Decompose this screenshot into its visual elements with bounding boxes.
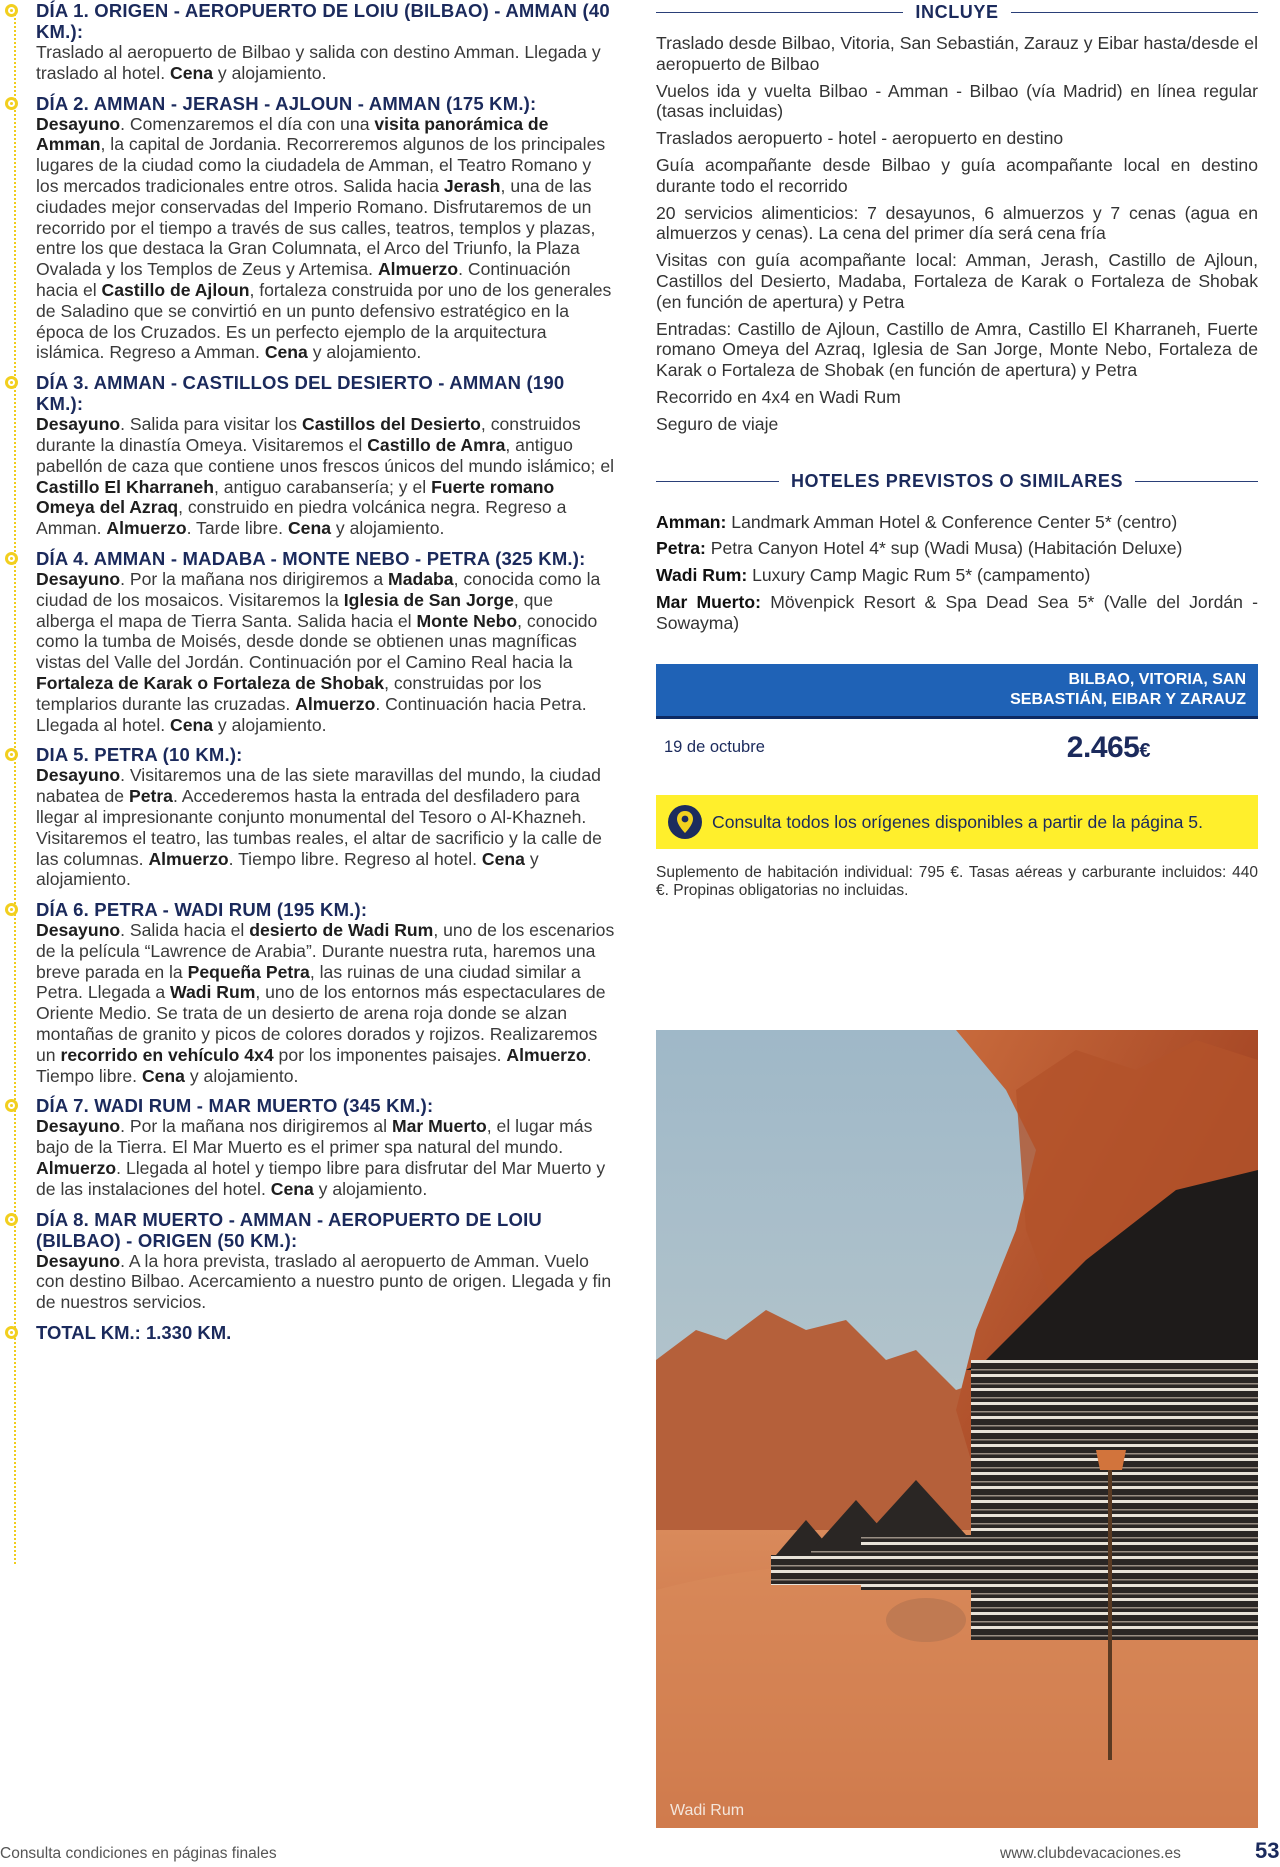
body-text: por los imponentes paisajes. — [273, 1044, 507, 1065]
header-rule — [1011, 12, 1258, 13]
sidebar — [656, 0, 1258, 901]
day-description — [36, 765, 615, 890]
price-box — [656, 664, 1258, 773]
body-text: , conocido como la tumba de Moisés, desde donde se obtienen unas magníficas vistas del Valle del Jordán. Continuación por el Camino Real hacia la — [36, 610, 598, 673]
highlight-text: Cena — [170, 62, 214, 83]
body-text: , el lugar más bajo de la Tierra. El Mar Muerto es el primer spa natural del mundo. — [36, 1116, 593, 1158]
body-text: , fortaleza construida por uno de los generales de Saladino que se convirtió en un punto defensivo estratégico en la época de los Cruzados. Es un perfecto ejemplo de la arquitectura islámica. Regreso a Amman. — [36, 279, 612, 363]
body-text: . Tarde libre. — [186, 518, 288, 539]
day-list — [0, 0, 615, 1343]
hoteles-list — [656, 512, 1258, 634]
page-number: 53 — [1255, 1838, 1280, 1863]
incluye-item: Recorrido en 4x4 en Wadi Rum — [656, 386, 901, 407]
highlight-text: Fuerte romano Omeya del Azraq — [36, 476, 555, 518]
itinerary-day — [0, 744, 615, 890]
day-description — [36, 1116, 615, 1199]
highlight-text: Almuerzo — [106, 518, 187, 539]
price-header — [656, 664, 1258, 719]
body-text: y alojamiento. — [36, 848, 539, 890]
highlight-text: Desayuno — [36, 1250, 121, 1271]
day-marker-icon — [5, 1099, 18, 1112]
highlight-text: Wadi Rum — [170, 982, 256, 1003]
itinerary-day — [0, 372, 615, 539]
highlight-text: Castillos del Desierto — [301, 414, 481, 435]
price-date: 19 de octubre — [664, 738, 765, 757]
price-number: 2.465 — [1066, 730, 1140, 764]
body-text: . Continuación hacia Petra. Llegada al hotel. — [36, 693, 587, 735]
highlight-text: Jerash — [443, 175, 501, 196]
body-text: . Por la mañana nos dirigiremos a — [120, 568, 389, 589]
hotel-name: Petra Canyon Hotel 4* sup (Wadi Musa) (Habitación Deluxe) — [705, 538, 1183, 559]
body-text: , conocida como la ciudad de los mosaicos. Visitaremos la — [36, 568, 601, 610]
day-marker-icon — [5, 376, 18, 389]
highlight-text: recorrido en vehículo 4x4 — [60, 1044, 274, 1065]
body-text: . Visitaremos una de las siete maravillas del mundo, la ciudad nabatea de — [36, 765, 601, 807]
hoteles-header — [656, 471, 1258, 492]
highlight-text: Castillo de Ajloun — [101, 279, 250, 300]
highlight-text: Desayuno — [36, 113, 121, 134]
day-title: DÍA 7. WADI RUM - MAR MUERTO (345 KM.): — [36, 1095, 434, 1117]
body-text: , antiguo carabansería; y el — [213, 476, 432, 497]
price-origins: BILBAO, VITORIA, SAN SEBASTIÁN, EIBAR Y ZARAUZ — [1010, 670, 1246, 708]
body-text: . Tiempo libre. Regreso al hotel. — [228, 848, 482, 869]
highlight-text: Almuerzo — [36, 1158, 117, 1179]
day-description — [36, 414, 615, 539]
body-text: , uno de los escenarios de la película “Lawrence de Arabia”. Durante nuestra ruta, haremos una breve parada en la — [36, 920, 615, 982]
hotel-location: Amman: — [656, 511, 727, 532]
day-marker-icon — [5, 903, 18, 916]
map-pin-icon — [668, 805, 702, 839]
highlight-text: Almuerzo — [377, 259, 459, 280]
wadi-rum-illustration — [656, 1030, 1258, 1828]
body-text: Traslado al aeropuerto de Bilbao y salida con destino Amman. Llegada y traslado al hotel. — [36, 42, 601, 83]
body-text: . Comenzaremos el día con una — [120, 113, 375, 134]
header-rule — [656, 12, 903, 13]
body-text: y alojamiento. — [313, 1178, 428, 1199]
day-title: DÍA 3. AMMAN - CASTILLOS DEL DESIERTO - AMMAN (190 KM.): — [36, 372, 565, 415]
highlight-text: Mar Muerto — [391, 1116, 487, 1137]
body-text: , las ruinas de una ciudad similar a Petra. Llegada a — [36, 961, 581, 1003]
hotel-location: Wadi Rum: — [656, 565, 748, 586]
body-text: , construidos durante la dinastía Omeya. Visitaremos el — [36, 414, 581, 455]
hotel-location: Petra: — [656, 538, 706, 559]
itinerary-day — [0, 1209, 615, 1313]
day-marker-icon — [5, 4, 18, 17]
hotel-location: Mar Muerto: — [656, 591, 761, 612]
hotel-item — [656, 538, 1258, 559]
highlight-text: Desayuno — [36, 765, 121, 786]
highlight-text: Cena — [481, 848, 525, 869]
body-text: . Llegada al hotel y tiempo libre para disfrutar del Mar Muerto y de las instalaciones del hotel. — [36, 1158, 606, 1199]
highlight-text: Cena — [141, 1065, 185, 1086]
body-text: , la capital de Jordania. Recorreremos algunos de los principales lugares de la ciudad como la ciudadela de Amman, el Teatro Romano y los mercados tradicionales entre otros. Salida hacia — [36, 134, 606, 196]
incluye-item: Vuelos ida y vuelta Bilbao - Amman - Bilbao (vía Madrid) en línea regular (tasas incluidas) — [656, 80, 1258, 122]
highlight-text: Madaba — [388, 568, 454, 589]
photo-caption: Wadi Rum — [670, 1802, 745, 1819]
highlight-text: Fortaleza de Karak o Fortaleza de Shobak — [36, 672, 385, 693]
incluye-item: Visitas con guía acompañante local: Amman, Jerash, Castillo de Ajloun, Castillos del Desierto, Madaba, Fortaleza de Karak o Fortaleza de Shobak (en función de apertura) y Petra — [656, 250, 1258, 312]
itinerary — [0, 0, 615, 1352]
body-text: . Salida para visitar los — [120, 414, 302, 435]
highlight-text: Cena — [264, 342, 308, 363]
highlight-text: Monte Nebo — [416, 610, 518, 631]
footer-conditions: Consulta condiciones en páginas finales — [0, 1845, 277, 1862]
day-marker-icon — [5, 748, 18, 761]
day-title: DÍA 1. ORIGEN - AEROPUERTO DE LOIU (BILBAO) - AMMAN (40 KM.): — [36, 0, 610, 42]
hoteles-title: HOTELES PREVISTOS O SIMILARES — [790, 470, 1124, 491]
highlight-text: visita panorámica de Amman — [36, 113, 549, 155]
incluye-item: Traslados aeropuerto - hotel - aeropuerto en destino — [656, 128, 1064, 149]
highlight-text: Desayuno — [36, 920, 121, 941]
highlight-text: Almuerzo — [148, 848, 229, 869]
total-km: TOTAL KM.: 1.330 KM. — [36, 1322, 232, 1344]
day-description — [36, 569, 615, 735]
price-amount — [1067, 731, 1150, 765]
footer-url[interactable]: www.clubdevacaciones.es — [1000, 1845, 1181, 1862]
supplement-note: Suplemento de habitación individual: 795 €. Tasas aéreas y carburante incluidos: 440 €. Propinas obligatorias no incluidas. — [656, 863, 1258, 900]
body-text: , construidas por los templarios durante las cruzadas. — [36, 672, 542, 714]
body-text: y alojamiento. — [213, 714, 327, 735]
day-title: DIA 5. PETRA (10 KM.): — [36, 744, 243, 766]
body-text: y alojamiento. — [331, 518, 445, 539]
itinerary-day — [0, 0, 615, 84]
body-text: . Tiempo libre. — [36, 1044, 592, 1086]
body-text: y alojamiento. — [184, 1065, 299, 1086]
incluye-item: Guía acompañante desde Bilbao y guía acompañante local en destino durante todo el recorrido — [656, 154, 1258, 196]
hotel-name: Landmark Amman Hotel & Conference Center 5* (centro) — [726, 511, 1178, 532]
body-text: . Continuación hacia el — [36, 259, 571, 300]
day-title: DÍA 2. AMMAN - JERASH - AJLOUN - AMMAN (175 KM.): — [36, 92, 537, 114]
body-text: y alojamiento. — [307, 342, 422, 363]
body-text: , construido en piedra volcánica negra. Regreso a Amman. — [36, 497, 567, 539]
highlight-text: Iglesia de San Jorge — [343, 589, 514, 610]
highlight-text: Desayuno — [36, 1116, 121, 1137]
highlight-text: Castillo de Amra — [367, 434, 506, 455]
itinerary-day — [0, 1095, 615, 1199]
price-currency: € — [1139, 739, 1150, 762]
incluye-item: Traslado desde Bilbao, Vitoria, San Sebastián, Zarauz y Eibar hasta/desde el aeropuerto de Bilbao — [656, 33, 1258, 74]
body-text: , antiguo pabellón de caza que contiene unos frescos únicos del mundo islámico; el — [36, 434, 615, 476]
body-text: . Por la mañana nos dirigiremos al — [120, 1116, 392, 1137]
wadi-rum-photo — [656, 1030, 1258, 1828]
itinerary-total — [0, 1322, 615, 1343]
body-text: . Salida hacia el — [120, 920, 250, 941]
origins-notice-text: Consulta todos los orígenes disponibles a partir de la página 5. — [712, 811, 1203, 832]
day-marker-icon — [5, 1213, 18, 1226]
day-marker-icon — [5, 552, 18, 565]
body-text: y alojamiento. — [213, 62, 327, 83]
day-marker-icon — [5, 97, 18, 110]
incluye-item: Entradas: Castillo de Ajloun, Castillo de Amra, Castillo El Kharraneh, Fuerte romano Omeya del Azraq, Iglesia de San Jorge, Monte Nebo, Fortaleza de Karak o Fortaleza de Shobak (en función de apertura) y Petra — [656, 318, 1258, 381]
highlight-text: Pequeña Petra — [187, 961, 310, 982]
highlight-text: Cena — [287, 518, 331, 539]
highlight-text: desierto de Wadi Rum — [249, 920, 434, 941]
itinerary-day — [0, 93, 615, 364]
highlight-text: Castillo El Kharraneh — [36, 476, 214, 497]
incluye-title: INCLUYE — [915, 2, 999, 22]
day-description — [36, 920, 615, 1086]
price-row — [656, 719, 1258, 773]
day-title: DÍA 4. AMMAN - MADABA - MONTE NEBO - PETRA (325 KM.): — [36, 547, 586, 569]
body-text: , uno de los entornos más espectaculares de Oriente Medio. Se trata de un desierto de arena roja donde se alzan montañas de granito y picos de colores dorados y rojizos. Realizaremos un — [36, 982, 606, 1065]
highlight-text: Cena — [270, 1178, 314, 1199]
day-marker-icon — [5, 1326, 18, 1339]
highlight-text: Almuerzo — [506, 1044, 587, 1065]
highlight-text: Petra — [128, 786, 173, 807]
incluye-item: 20 servicios alimenticios: 7 desayunos, 6 almuerzos y 7 cenas (agua en almuerzos y cenas). La cena del primer día será cena fría — [656, 202, 1258, 244]
hotel-name: Mövenpick Resort & Spa Dead Sea 5* (Valle del Jordán - Sowayma) — [656, 591, 1258, 633]
day-description — [36, 114, 615, 364]
incluye-list — [656, 33, 1258, 435]
day-description — [36, 42, 615, 84]
header-rule — [656, 481, 779, 482]
body-text: . Accederemos hasta la entrada del desfiladero para llegar al impresionante conjunto monumental del Tesoro o Al-Khazneh. Visitaremos el teatro, las tumbas reales, el altar de sacrificio y la calle de las columnas. — [36, 786, 602, 869]
highlight-text: Cena — [170, 714, 214, 735]
body-text: , una de las ciudades mejor conservadas del Imperio Romano. Disfrutaremos de un recorrido por el tiempo a través de sus calles, teatros, templos y plazas, entre los que destaca la Gran Columnata, el Arco del Triunfo, la Plaza Ovalada y los Templos de Zeus y Artemisa. — [36, 175, 596, 280]
incluye-header — [656, 2, 1258, 23]
itinerary-day — [0, 899, 615, 1086]
incluye-item: Seguro de viaje — [656, 413, 779, 434]
hotel-name: Luxury Camp Magic Rum 5* (campamento) — [747, 565, 1091, 586]
highlight-text: Almuerzo — [295, 693, 376, 714]
hotel-item — [656, 565, 1258, 586]
body-text: . A la hora prevista, traslado al aeropuerto de Amman. Vuelo con destino Bilbao. Acercamiento a nuestro punto de origen. Llegada y fin de nuestros servicios. — [36, 1250, 612, 1313]
highlight-text: Desayuno — [36, 414, 121, 435]
highlight-text: Desayuno — [36, 568, 121, 589]
body-text: , que alberga el mapa de Tierra Santa. Salida hacia el — [36, 589, 553, 631]
day-description — [36, 1251, 615, 1313]
hotel-item — [656, 512, 1258, 533]
day-title: DÍA 8. MAR MUERTO - AMMAN - AEROPUERTO DE LOIU (BILBAO) - ORIGEN (50 KM.): — [36, 1208, 542, 1251]
origins-notice[interactable] — [656, 795, 1258, 849]
itinerary-day — [0, 548, 615, 735]
header-rule — [1135, 481, 1258, 482]
hotel-item — [656, 592, 1258, 634]
day-title: DÍA 6. PETRA - WADI RUM (195 KM.): — [36, 899, 368, 921]
